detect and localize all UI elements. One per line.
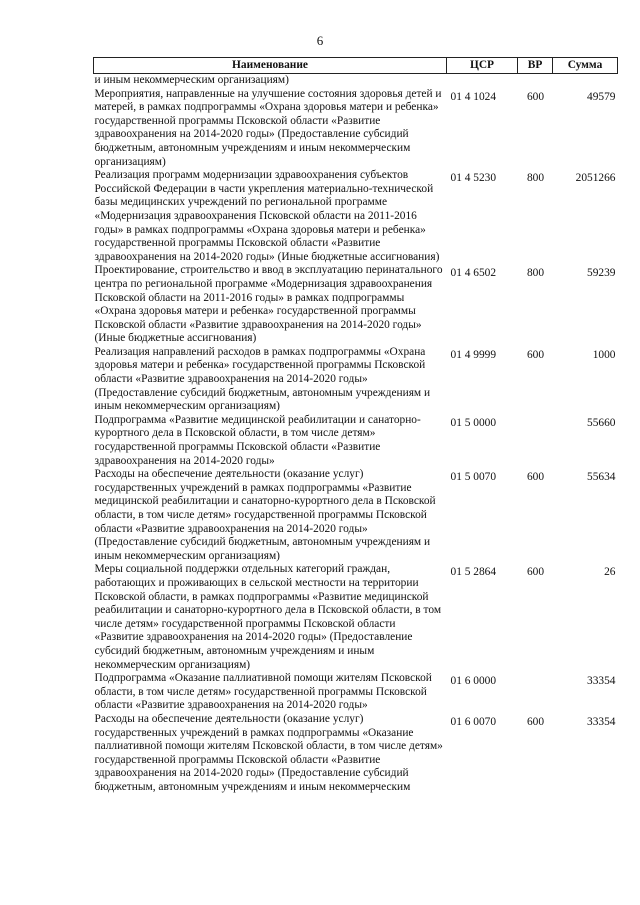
- row-name: Проектирование, строительство и ввод в эксплуатацию перинатального центра по региональной программе «Модернизация здравоохранения Псковской области на 2011-2016 годы» в рамках подпрограммы «Охрана здоровья матери и ребенка» государственной программы Псковской области «Развитие здравоохранения на 2014-2020 годы» (Иные бюджетные ассигнования): [94, 264, 443, 345]
- table-row: [94, 563, 618, 672]
- row-name: Подпрограмма «Оказание паллиативной помощи жителям Псковской области, в том числе детям» государственной программы Псковской области «Развитие здравоохранения на 2014-2020 годы»: [94, 672, 432, 712]
- row-csr: 01 4 9999: [450, 348, 497, 361]
- row-csr: 01 4 5230: [450, 172, 497, 185]
- row-name: и иным некоммерческим организациям): [94, 74, 289, 86]
- row-name: Реализация программ модернизации здравоохранения субъектов Российской Федерации в части укрепления материально-технической базы медицинских учреждений по региональной программе «Модернизация здравоохранения Псковской области на 2011-2016 годы» в рамках подпрограммы «Охрана здоровья матери и ребенка» государственной программы Псковской области «Развитие здравоохранения на 2014-2020 годы» (Иные бюджетные ассигнования): [94, 169, 440, 263]
- header-csr: ЦСР: [447, 58, 518, 74]
- row-sum: 33354: [587, 715, 616, 728]
- row-name: Реализация направлений расходов в рамках подпрограммы «Охрана здоровья матери и ребенка» государственной программы Псковской области «Развитие здравоохранения на 2014-2020 годы» (Предоставление субсидий бюджетным, автономным учреждениям и иным некоммерческим организациям): [94, 345, 431, 413]
- row-vr: 600: [526, 90, 545, 103]
- table-row: [94, 88, 618, 170]
- row-csr: 01 6 0000: [450, 675, 497, 688]
- table-header: [94, 58, 618, 74]
- row-csr: 01 4 1024: [450, 90, 497, 103]
- row-sum: 55634: [587, 471, 616, 484]
- row-csr: 01 6 0070: [450, 715, 497, 728]
- header-vr: ВР: [518, 58, 553, 74]
- row-name: Меры социальной поддержки отдельных категорий граждан, работающих и проживающих в сельской местности на территории Псковской области, в рамках подпрограммы «Развитие медицинской реабилитации и санаторно-курортного дела в Псковской области, в том числе детям» государственной программы Псковской области «Развитие здравоохранения на 2014-2020 годы» (Предоставление субсидий бюджетным, автономным учреждениям и иным некоммерческим организациям): [94, 563, 442, 671]
- row-sum: 26: [604, 566, 616, 579]
- row-vr: [518, 74, 553, 88]
- row-name: Расходы на обеспечение деятельности (оказание услуг) государственных учреждений в рамках подпрограммы «Оказание паллиативной помощи жителям Псковской области, в том числе детям» государственной программы Псковской области «Развитие здравоохранения на 2014-2020 годы» (Предоставление субсидий бюджетным, автономным учреждениям и иным некоммерческим: [94, 712, 443, 793]
- table-row: [94, 74, 618, 88]
- row-sum: 55660: [587, 416, 616, 429]
- row-sum: 49579: [587, 90, 616, 103]
- row-name: Мероприятия, направленные на улучшение состояния здоровья детей и матерей, в рамках подпрограммы «Охрана здоровья матери и ребенка» государственной программы Псковской области «Развитие здравоохранения на 2014-2020 годы» (Предоставление субсидий бюджетным, автономным учреждениям и иным некоммерческим организациям): [94, 87, 442, 168]
- row-vr: 800: [526, 267, 545, 280]
- row-csr: 01 5 0000: [450, 416, 497, 429]
- row-sum: 33354: [587, 675, 616, 688]
- header-sum: Сумма: [553, 58, 618, 74]
- table-row: [94, 672, 618, 713]
- row-csr: [447, 74, 518, 88]
- table-row: [94, 713, 618, 795]
- row-name: Расходы на обеспечение деятельности (оказание услуг) государственных учреждений в рамках подпрограммы «Развитие медицинской реабилитации и санаторно-курортного дела в Псковской области, в том числе детям» государственной программы Псковской области «Развитие здравоохранения на 2014-2020 годы» (Предоставление субсидий бюджетным, автономным учреждениям и иным некоммерческим организациям): [94, 468, 436, 562]
- table-row: [94, 169, 618, 264]
- table-row: [94, 468, 618, 563]
- table-row: [94, 414, 618, 468]
- row-sum: 1000: [592, 348, 616, 361]
- row-vr: 600: [526, 348, 545, 361]
- page-number: 6: [316, 33, 324, 48]
- row-name: Подпрограмма «Развитие медицинской реабилитации и санаторно-курортного дела в Псковской области, в том числе детям» государственной программы Псковской области «Развитие здравоохранения на 2014-2020 годы»: [94, 413, 421, 467]
- row-csr: 01 4 6502: [450, 267, 497, 280]
- header-name: Наименование: [94, 58, 447, 74]
- table-row: [94, 264, 618, 346]
- table-row: [94, 346, 618, 414]
- row-vr: 600: [526, 471, 545, 484]
- row-sum: 59239: [587, 267, 616, 280]
- table-body: [94, 74, 618, 795]
- row-vr: 800: [526, 172, 545, 185]
- row-vr: [518, 672, 553, 713]
- row-vr: 600: [526, 715, 545, 728]
- row-vr: 600: [526, 566, 545, 579]
- row-csr: 01 5 0070: [450, 471, 497, 484]
- row-vr: [518, 414, 553, 468]
- budget-table: [93, 57, 618, 794]
- row-csr: 01 5 2864: [450, 566, 497, 579]
- row-sum: 2051266: [575, 172, 616, 185]
- row-sum: [553, 74, 618, 88]
